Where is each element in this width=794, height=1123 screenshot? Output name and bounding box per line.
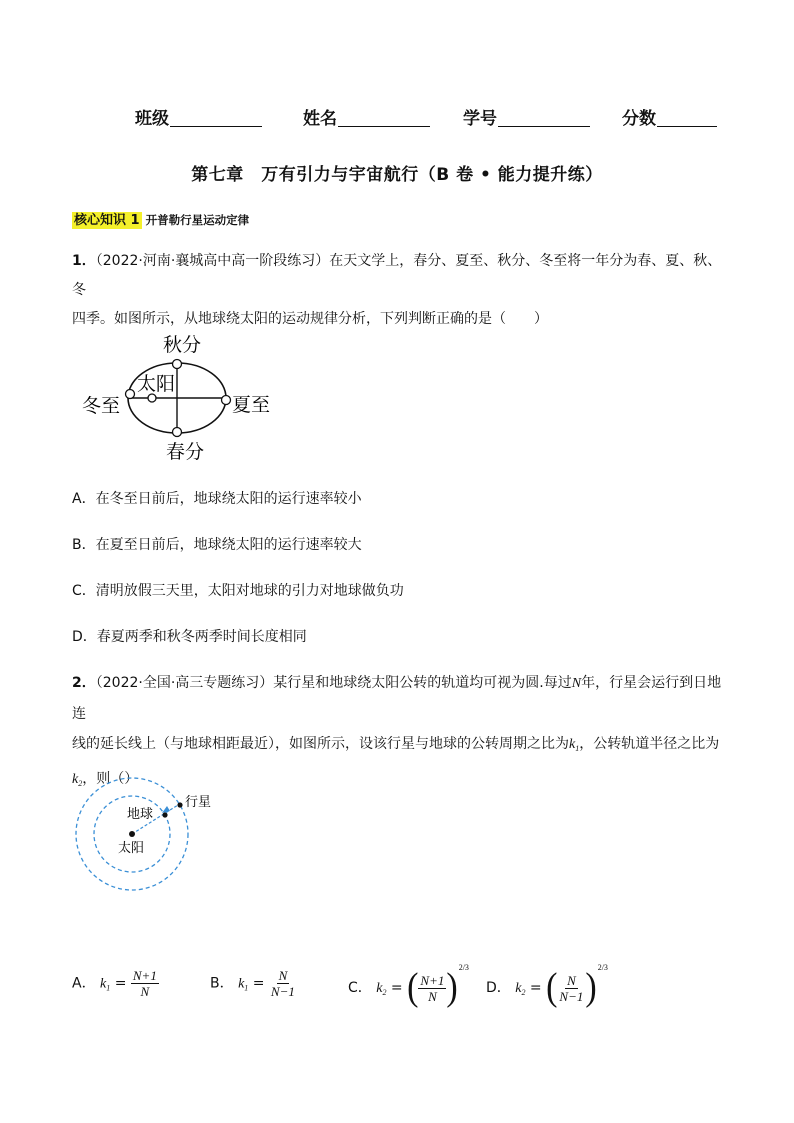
page-title: 第七章 万有引力与宇宙航行（B 卷 • 能力提升练） [191,165,603,185]
student-info-header [135,104,735,130]
var-k2: k [72,772,79,787]
question-2-line-1 [72,668,732,729]
question-1-number: 1． [72,253,96,269]
q2-option-b-sub: 1 [244,983,249,993]
q2-option-d-var: k [515,981,522,996]
question-1-line-1 [72,247,732,305]
option-a-label: A． [72,491,96,507]
question-2-source: （2022·全国·高三专题练习） [95,675,274,691]
question-2-text-e: ，则（） [82,771,139,787]
var-k2-subscript: 2 [78,779,83,788]
sun-label: 太阳 [137,373,176,395]
question-1-option-a[interactable] [72,488,362,508]
concentric-orbits-figure [70,774,230,894]
option-c-label: C． [72,583,96,599]
q2-option-d-sub: 2 [521,988,526,997]
question-1-text-a: 在天文学上，春分、夏至、秋分、冬至将一年分为春、夏、秋、冬 [72,253,722,298]
question-2-option-c[interactable] [348,963,469,1007]
q2-option-a-denominator: N [140,984,150,999]
q2-option-d-left-paren: ( [546,966,558,1009]
summer-label: 夏至 [232,394,271,416]
option-b-text: 在夏至日前后，地球绕太阳的运行速率较大 [95,537,362,553]
summer-earth-position [222,396,231,405]
q2-option-d-numerator: N [567,972,576,988]
question-1-source: （2022·河南·襄城高中高一阶段练习） [95,253,330,269]
question-1-stem [72,247,732,334]
question-2-option-a[interactable] [72,968,159,999]
class-field[interactable] [135,104,262,129]
earth-dot [162,812,167,817]
student-id-blank[interactable] [498,108,590,127]
spring-earth-position [173,428,182,437]
section-badge: 核心知识 1 [74,213,140,228]
q2-option-c-var: k [376,981,383,996]
option-c-text: 清明放假三天里，太阳对地球的引力对地球做负功 [95,583,404,599]
question-2-number: 2． [72,675,96,691]
question-1-option-d[interactable] [72,626,307,646]
name-label: 姓名 [303,109,337,129]
score-label: 分数 [622,109,656,129]
q2-option-d-label: D． [486,980,511,996]
var-k1: k [569,737,576,752]
q2-option-b-fraction [269,968,297,999]
sun-position [148,394,156,402]
orbit-ellipse-figure [80,326,280,466]
planet-label: 行星 [185,795,212,810]
q2-option-d-exponent: 2/3 [597,963,608,972]
question-2-text-b: 年，行星会运行到日地连 [72,675,722,722]
q2-option-a-var: k [100,976,107,992]
option-d-text: 春夏两季和秋冬两季时间长度相同 [96,629,307,645]
q2-option-b-var: k [238,976,245,992]
q2-option-c-numerator: N+1 [420,972,445,988]
q2-option-c-denominator: N [428,988,437,1004]
q2-option-c-exponent: 2/3 [458,963,469,972]
section-heading [72,209,249,228]
q2-option-c-label: C． [348,980,372,996]
question-2-text-d: ，公转轨道半径之比为 [579,736,720,752]
spring-label: 春分 [165,441,205,463]
question-2-text-a: 某行星和地球绕太阳公转的轨道均可视为圆.每过 [273,675,572,691]
score-field[interactable] [622,104,717,129]
question-2-line-2 [72,729,732,764]
question-2-option-b[interactable] [210,968,297,999]
name-blank[interactable] [338,108,430,127]
sun-label: 太阳 [118,841,145,856]
question-1-option-c[interactable] [72,580,404,600]
name-field[interactable] [303,104,430,129]
planet-dot [177,802,182,807]
class-label: 班级 [135,109,169,129]
option-a-text: 在冬至日前后，地球绕太阳的运行速率较小 [95,491,362,507]
q2-option-d-denominator: N−1 [559,988,584,1004]
class-blank[interactable] [170,108,262,127]
earth-label: 地球 [127,807,154,822]
q2-option-c-right-paren: ) [446,966,458,1009]
q2-option-b-label: B． [210,975,234,992]
var-n: N [571,676,582,691]
question-2-text-c: 线的延长线上（与地球相距最近），如图所示，设该行星与地球的公转周期之比为 [72,736,569,752]
q2-option-a-numerator: N+1 [132,968,157,983]
q2-option-d-right-paren: ) [585,966,597,1009]
question-1-option-b[interactable] [72,534,362,554]
q2-option-a-eq: = [114,975,127,992]
q2-option-c-fraction [418,973,446,1004]
q2-option-d-fraction [557,973,585,1004]
q2-option-b-numerator: N [278,968,288,983]
line-arrowhead [162,806,170,813]
student-id-label: 学号 [463,109,497,129]
q2-option-d-eq: = [529,980,542,996]
winter-label: 冬至 [82,395,121,417]
q2-option-c-sub: 2 [382,988,387,997]
section-subtitle: 开普勒行星运动定律 [145,213,250,227]
question-2-option-d[interactable] [486,963,608,1007]
q2-option-b-denominator: N−1 [270,984,295,999]
q2-option-a-fraction [131,968,159,999]
autumn-label: 秋分 [162,334,202,356]
q2-option-c-eq: = [390,980,403,996]
q2-option-c-left-paren: ( [407,966,419,1009]
winter-earth-position [126,390,135,399]
q2-option-b-eq: = [252,975,265,992]
q2-option-a-sub: 1 [106,983,111,993]
option-d-label: D． [72,629,97,645]
question-1-line-2: 四季。如图所示，从地球绕太阳的运动规律分析，下列判断正确的是（ ） [72,311,548,327]
autumn-earth-position [173,360,182,369]
q2-option-a-label: A． [72,975,96,992]
score-blank[interactable] [657,108,717,127]
var-k1-subscript: 1 [575,744,580,753]
option-b-label: B． [72,537,96,553]
student-id-field[interactable] [463,104,590,129]
sun-dot [129,831,135,837]
